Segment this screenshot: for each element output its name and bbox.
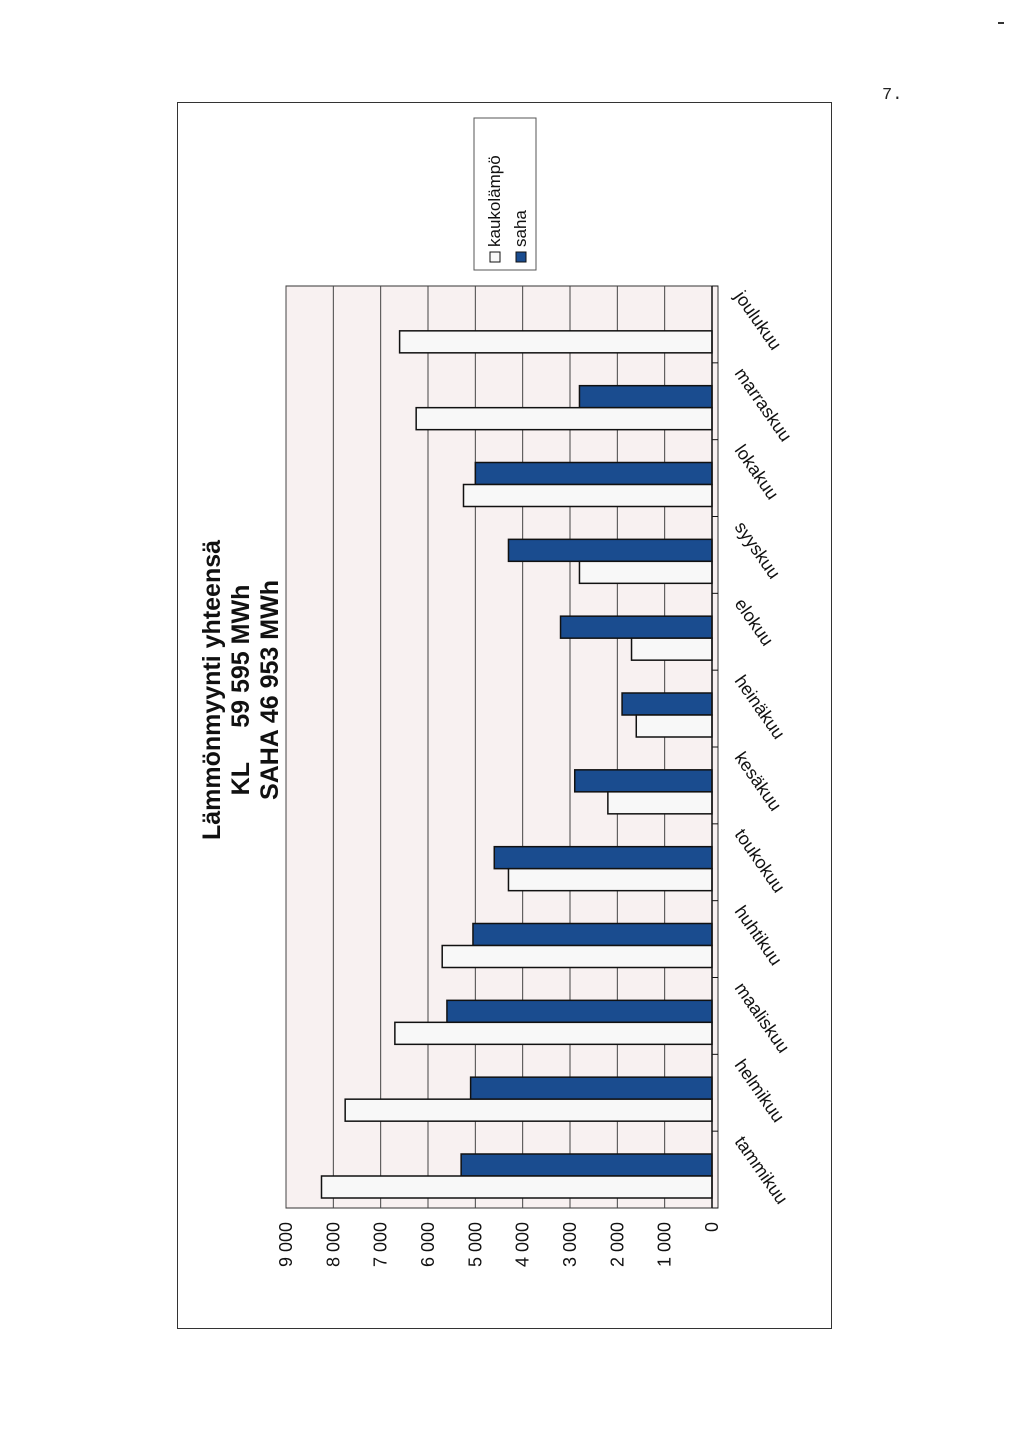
- category-group-helmikuu: [731, 1056, 789, 1126]
- category-label-huhtikuu: huhtikuu: [730, 901, 787, 970]
- legend-swatch-kaukolampo: [490, 252, 500, 262]
- category-group-kesäkuu: [731, 748, 786, 814]
- legend-label-kaukolampo: kaukolämpö: [485, 155, 504, 247]
- bar-saha-tammikuu: [461, 1154, 712, 1176]
- bar-saha-huhtikuu: [473, 924, 712, 946]
- category-group-lokakuu: [731, 441, 783, 503]
- bar-saha-marraskuu: [579, 386, 712, 408]
- bar-kaukolämpö-helmikuu: [345, 1099, 712, 1121]
- category-group-maaliskuu: [731, 979, 794, 1057]
- bar-saha-maaliskuu: [447, 1000, 712, 1022]
- category-group-tammikuu: [731, 1132, 792, 1207]
- tick-group-1000: [655, 1222, 675, 1267]
- category-group-syyskuu: [731, 518, 785, 583]
- tick-label-4000: 4 000: [512, 1222, 533, 1268]
- category-label-lokakuu: lokakuu: [730, 440, 783, 504]
- tick-group-3000: [560, 1222, 580, 1267]
- bar-saha-lokakuu: [475, 463, 712, 485]
- title-line-1: Lämmönmyynti yhteensä: [198, 539, 226, 841]
- category-group-huhtikuu: [731, 902, 786, 969]
- bar-saha-kesäkuu: [575, 770, 712, 792]
- title-line-3: SAHA 46 953 MWh: [256, 580, 284, 800]
- category-label-maaliskuu: maaliskuu: [730, 978, 794, 1057]
- legend-swatch-saha: [516, 252, 526, 262]
- category-label-toukokuu: toukokuu: [730, 825, 790, 897]
- category-group-joulukuu: [730, 286, 785, 353]
- category-label-tammikuu: tammikuu: [730, 1132, 792, 1208]
- tick-group-5000: [465, 1222, 485, 1267]
- tick-group-2000: [607, 1222, 627, 1267]
- bar-saha-syyskuu: [508, 539, 712, 561]
- chart-title: [198, 540, 284, 840]
- bar-saha-toukokuu: [494, 847, 712, 869]
- tick-label-5000: 5 000: [465, 1222, 486, 1268]
- page-number: 7.: [882, 86, 903, 105]
- tick-group-7000: [371, 1222, 391, 1267]
- category-labels: [730, 286, 796, 1207]
- bar-kaukolämpö-heinäkuu: [636, 715, 712, 737]
- tick-group-9000: [276, 1222, 296, 1267]
- category-label-joulukuu: joulukuu: [730, 287, 786, 354]
- category-label-elokuu: elokuu: [730, 594, 778, 650]
- category-group-heinäkuu: [731, 671, 789, 742]
- tick-label-8000: 8 000: [323, 1222, 344, 1268]
- bar-saha-heinäkuu: [622, 693, 712, 715]
- category-label-syyskuu: syyskuu: [730, 517, 785, 583]
- bar-saha-elokuu: [561, 616, 712, 638]
- legend-label-saha: saha: [511, 210, 530, 247]
- bar-kaukolämpö-marraskuu: [416, 408, 712, 430]
- category-group-elokuu: [731, 595, 778, 650]
- tick-group-4000: [513, 1222, 533, 1267]
- tick-group-6000: [418, 1222, 438, 1267]
- bar-kaukolämpö-lokakuu: [464, 485, 713, 507]
- tick-group-8000: [323, 1222, 343, 1267]
- category-group-marraskuu: [731, 364, 796, 445]
- category-label-helmikuu: helmikuu: [730, 1055, 789, 1127]
- tick-label-7000: 7 000: [370, 1222, 391, 1268]
- tick-group-0: [702, 1222, 722, 1232]
- bar-kaukolämpö-huhtikuu: [442, 946, 712, 968]
- category-label-heinäkuu: heinäkuu: [730, 671, 790, 743]
- bar-kaukolämpö-joulukuu: [400, 331, 712, 353]
- category-label-kesäkuu: kesäkuu: [730, 748, 786, 815]
- tick-label-9000: 9 000: [276, 1222, 296, 1268]
- bar-kaukolämpö-kesäkuu: [608, 792, 712, 814]
- value-ticks: [276, 1222, 722, 1267]
- tick-label-0: 0: [702, 1222, 722, 1233]
- category-group-toukokuu: [731, 825, 789, 896]
- bar-kaukolämpö-elokuu: [632, 638, 712, 660]
- legend: [474, 118, 536, 270]
- bar-kaukolämpö-tammikuu: [322, 1176, 713, 1198]
- tick-label-3000: 3 000: [560, 1222, 580, 1268]
- tick-label-1000: 1 000: [654, 1222, 675, 1268]
- bar-saha-helmikuu: [471, 1077, 712, 1099]
- bar-kaukolämpö-maaliskuu: [395, 1022, 712, 1044]
- tick-label-6000: 6 000: [418, 1222, 438, 1268]
- bar-kaukolämpö-toukokuu: [508, 869, 712, 891]
- title-line-2: KL 59 595 MWh: [227, 584, 255, 796]
- category-label-marraskuu: marraskuu: [730, 364, 796, 446]
- tick-label-2000: 2 000: [607, 1222, 628, 1268]
- bar-kaukolämpö-syyskuu: [579, 561, 712, 583]
